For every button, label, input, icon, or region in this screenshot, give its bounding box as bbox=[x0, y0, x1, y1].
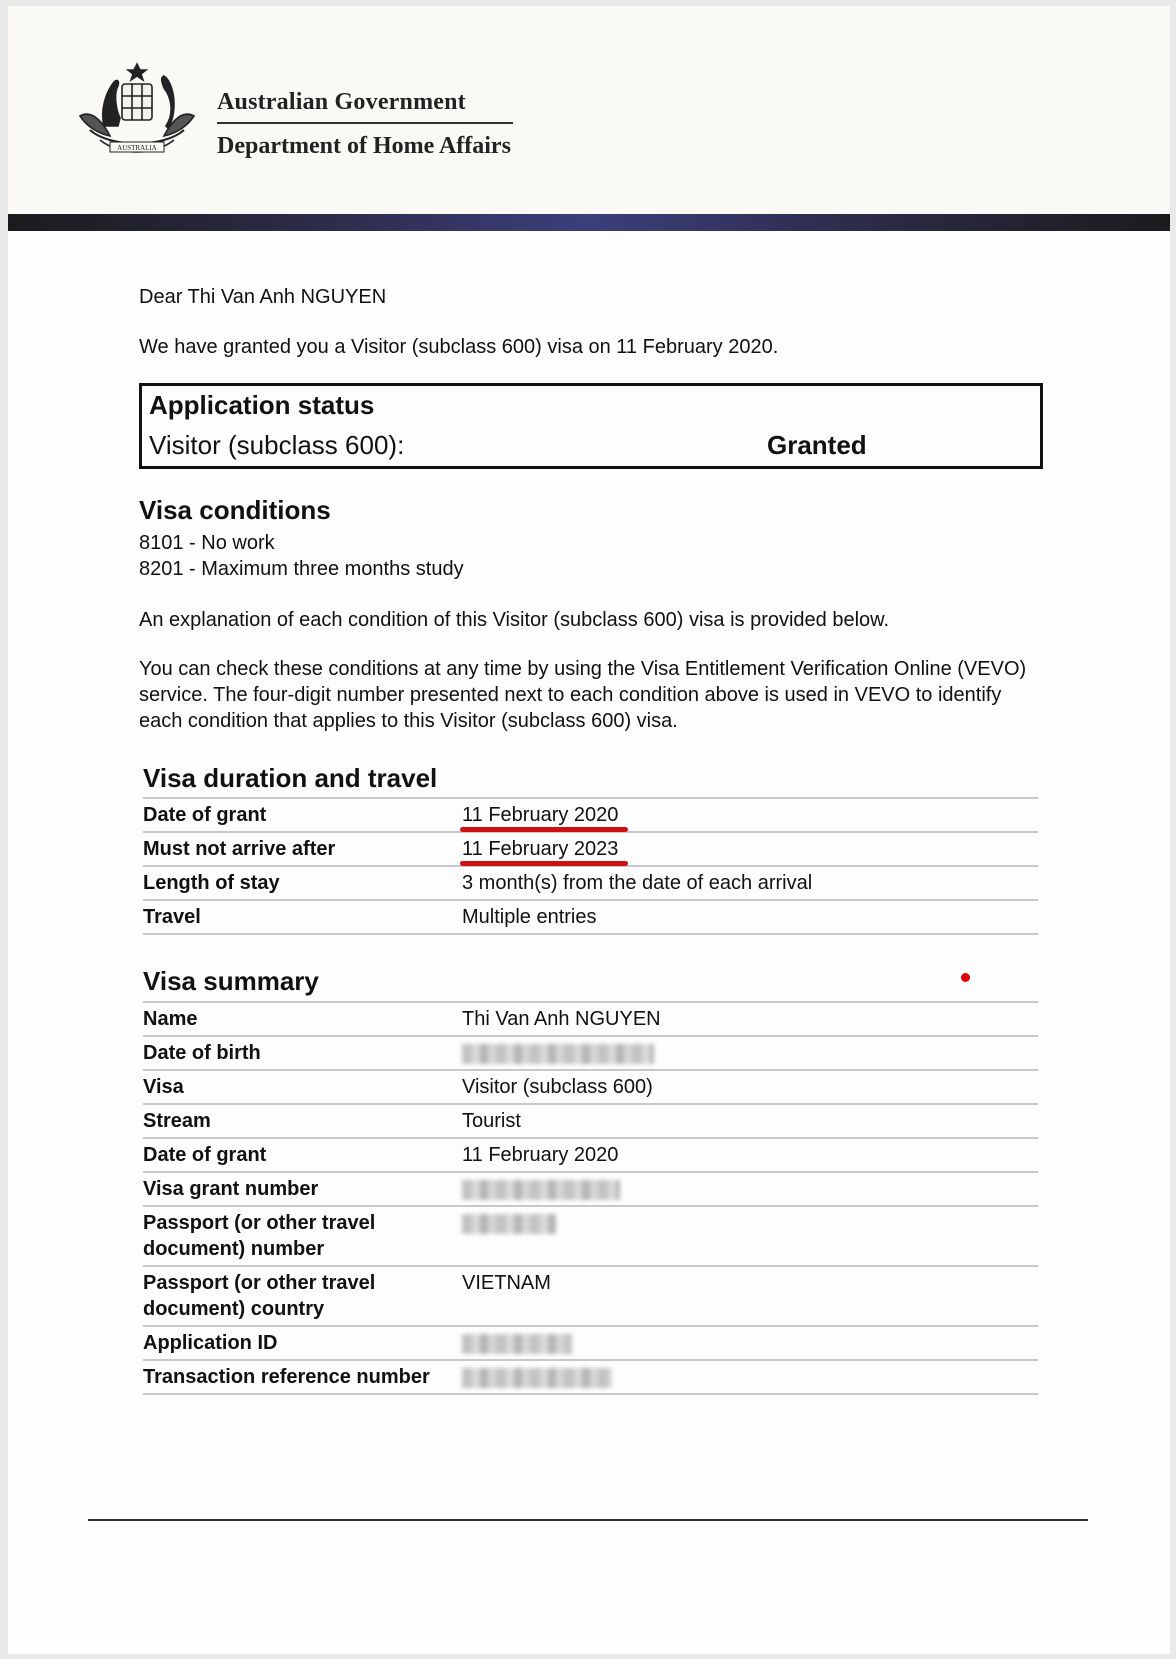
condition-item: 8201 - Maximum three months study bbox=[139, 558, 464, 580]
row-value: Multiple entries bbox=[462, 906, 597, 928]
table-row bbox=[143, 867, 1038, 901]
row-label: Transaction reference number bbox=[143, 1366, 430, 1388]
letter-page bbox=[8, 6, 1170, 1654]
application-status-box bbox=[139, 383, 1043, 469]
table-row bbox=[143, 1267, 1038, 1327]
header-band bbox=[8, 214, 1170, 231]
row-label: Application ID bbox=[143, 1332, 278, 1354]
table-row bbox=[143, 799, 1038, 833]
table-row bbox=[143, 1207, 1038, 1267]
row-value bbox=[462, 1327, 1038, 1359]
row-label: Passport (or other travel document) country bbox=[143, 1272, 376, 1320]
row-value bbox=[462, 1037, 1038, 1069]
visa-summary-table bbox=[143, 1001, 1038, 1395]
redacted-value bbox=[462, 1214, 556, 1234]
visa-conditions-title: Visa conditions bbox=[139, 495, 331, 525]
row-label: Date of grant bbox=[143, 1144, 267, 1166]
condition-item: 8101 - No work bbox=[139, 532, 275, 554]
table-row bbox=[143, 901, 1038, 935]
row-value: VIETNAM bbox=[462, 1272, 551, 1294]
conditions-list bbox=[139, 530, 464, 582]
row-label: Stream bbox=[143, 1110, 211, 1132]
letter-header bbox=[8, 6, 1170, 214]
grant-statement: We have granted you a Visitor (subclass 600) visa on 11 February 2020. bbox=[139, 336, 779, 358]
row-label: Name bbox=[143, 1008, 198, 1030]
visa-duration-table bbox=[143, 797, 1038, 935]
vevo-paragraph: You can check these conditions at any time by using the Visa Entitlement Verification Online (VEVO) service. The four-digit number presented next to each condition above is used in VEVO to identify each condition that applies to this Visitor (subclass 600) visa. bbox=[139, 658, 1027, 732]
row-label: Visa bbox=[143, 1076, 184, 1098]
visa-summary-title: Visa summary bbox=[143, 966, 319, 996]
table-row bbox=[143, 1327, 1038, 1361]
must-not-arrive-after-value: 11 February 2023 bbox=[462, 838, 619, 860]
department-block bbox=[217, 88, 513, 160]
redacted-value bbox=[462, 1334, 572, 1354]
status-value: Granted bbox=[767, 430, 867, 460]
department-divider bbox=[217, 122, 513, 124]
crest-motto: AUSTRALIA bbox=[117, 144, 157, 152]
redacted-value bbox=[462, 1180, 620, 1200]
table-row bbox=[143, 1173, 1038, 1207]
department-name: Department of Home Affairs bbox=[217, 133, 511, 159]
red-underline bbox=[460, 861, 628, 866]
row-label: Length of stay bbox=[143, 872, 280, 894]
red-dot-mark bbox=[961, 973, 970, 982]
row-value bbox=[462, 799, 1038, 831]
table-row bbox=[143, 1037, 1038, 1071]
coat-of-arms-icon bbox=[70, 56, 204, 166]
table-row bbox=[143, 1361, 1038, 1395]
visa-duration-title: Visa duration and travel bbox=[143, 763, 438, 793]
table-row bbox=[143, 833, 1038, 867]
row-value: 11 February 2020 bbox=[462, 1144, 619, 1166]
redacted-value bbox=[462, 1044, 654, 1064]
row-value bbox=[462, 1361, 1038, 1393]
row-value: 3 month(s) from the date of each arrival bbox=[462, 872, 813, 894]
table-row bbox=[143, 1003, 1038, 1037]
footer-divider bbox=[88, 1519, 1088, 1521]
conditions-explanation: An explanation of each condition of this Visitor (subclass 600) visa is provided below. bbox=[139, 609, 890, 631]
row-label: Date of birth bbox=[143, 1042, 261, 1064]
row-value: Visitor (subclass 600) bbox=[462, 1076, 653, 1098]
row-label: Date of grant bbox=[143, 804, 267, 826]
status-title: Application status bbox=[149, 390, 375, 420]
row-value: Thi Van Anh NGUYEN bbox=[462, 1008, 661, 1030]
table-row bbox=[143, 1139, 1038, 1173]
row-value bbox=[462, 833, 1038, 865]
date-of-grant-value: 11 February 2020 bbox=[462, 804, 619, 826]
table-row bbox=[143, 1105, 1038, 1139]
row-value bbox=[462, 1173, 1038, 1205]
greeting: Dear Thi Van Anh NGUYEN bbox=[139, 286, 387, 308]
row-value bbox=[462, 1207, 1038, 1265]
status-label: Visitor (subclass 600): bbox=[149, 430, 405, 460]
redacted-value bbox=[462, 1368, 612, 1388]
government-name: Australian Government bbox=[217, 89, 466, 115]
row-label: Must not arrive after bbox=[143, 838, 336, 860]
table-row bbox=[143, 1071, 1038, 1105]
row-label: Travel bbox=[143, 906, 201, 928]
row-label: Visa grant number bbox=[143, 1178, 319, 1200]
row-label: Passport (or other travel document) number bbox=[143, 1212, 376, 1260]
red-underline bbox=[460, 827, 628, 832]
row-value: Tourist bbox=[462, 1110, 521, 1132]
